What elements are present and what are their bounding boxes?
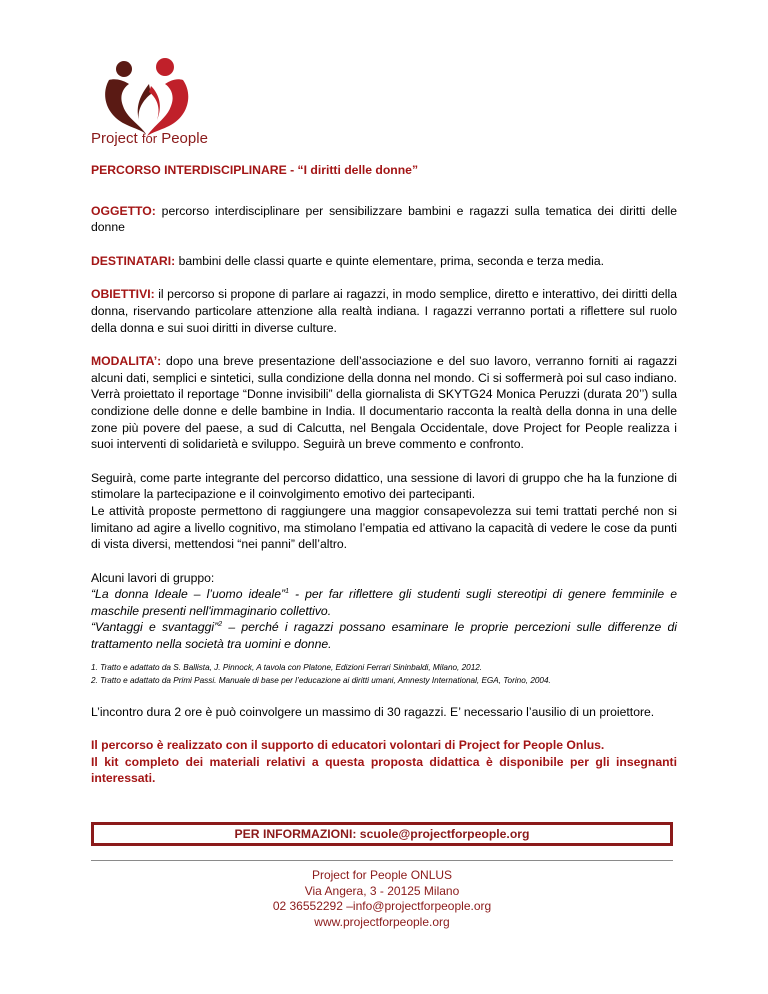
footer-org: Project for People ONLUS — [311, 868, 453, 882]
footnotes — [91, 661, 677, 687]
oggetto-paragraph: OGGETTO: percorso interdisciplinare per sensibilizzare bambini e ragazzi sulla tematica dei diritti delle donne — [91, 203, 677, 235]
modalita-paragraph: MODALITA’: dopo una breve presentazione dell’associazione e del suo lavoro, verranno forniti ai ragazzi alcuni dati, semplici e sintetici, sulla condizione della donna nel mondo. Ci si soffermerà poi sul caso indiano. Verrà proiettato il reportage “Donne invisibili” della giornalista di SKYTG24 Monica Peruzzi (durata 20’’) sulla condizione delle donne e delle bambine in India. Il documentario racconta la realtà della donna in una delle zone più povere del paese, a sud di Calcutta, nel Bengala Occidentale, dove Project for People realizza i suoi interventi di solidarietà e sviluppo. Seguirà un breve commento e confronto. — [91, 354, 677, 452]
document-title: PERCORSO INTERDISCIPLINARE - “I diritti delle donne” — [91, 163, 419, 177]
info-contact-box: PER INFORMAZIONI: scuole@projectforpeople.org — [91, 822, 673, 846]
meeting-duration-paragraph: L’incontro dura 2 ore è può coinvolgere un massimo di 30 ragazzi. E’ necessario l’ausilio di un proiettore. — [91, 704, 655, 719]
obiettivi-paragraph: OBIETTIVI: il percorso si propone di parlare ai ragazzi, in modo semplice, diretto e interattivo, dei diritti della donna, riservando particolare attenzione alla realtà indiana. I ragazzi verranno portati a riflettere sul ruolo della donna e sui suoi diritti in diverse culture. — [91, 287, 677, 335]
group-work-intro: Alcuni lavori di gruppo: — [91, 570, 215, 585]
group-work-paragraph: Seguirà, come parte integrante del percorso didattico, una sessione di lavori di gruppo che ha la funzione di stimolare la partecipazione e il coinvolgimento emotivo dei partecipanti. — [91, 470, 677, 502]
footnote-2: 2. Tratto e adattato da Primi Passi. Manuale di base per l’educazione ai diritti umani, Amnesty International, EGA, Torino, 2004. — [91, 675, 551, 685]
volunteers-note: Il percorso è realizzato con il supporto di educatori volontari di Project for People Onlus. — [91, 738, 605, 753]
logo-wordmark: Project for People — [91, 130, 208, 147]
document-body — [91, 162, 677, 787]
footer-contact: 02 36552292 –info@projectforpeople.org — [272, 899, 492, 913]
footer-divider — [91, 860, 673, 861]
footer — [91, 868, 673, 930]
group-work-item-1: “La donna Ideale – l’uomo ideale”$^1$ - per far riflettere gli studenti sugli stereotipi di genere femminile e maschile presenti nell'immaginario collettivo. — [91, 587, 677, 618]
destinatari-paragraph: DESTINATARI: bambini delle classi quarte e quinte elementare, prima, seconda e terza media. — [91, 253, 605, 268]
activities-paragraph: Le attività proposte permettono di raggiungere una maggior consapevolezza sui temi trattati perché non si limitano ad agire a livello cognitivo, ma stimolano l’empatia ed attivano la capacità di vedere le cose da punti di vista diversi, mettendosi “nei panni” dell’altro. — [91, 503, 677, 552]
footer-website: www.projectforpeople.org — [314, 914, 450, 929]
kit-availability-note: Il kit completo dei materiali relativi a questa proposta didattica è disponibile per gli insegnanti interessati. — [91, 754, 677, 786]
group-work-item-2: “Vantaggi e svantaggi”$^2$ – perché i ragazzi possano esaminare le proprie percezioni sulle differenze di trattamento nella società tra uomini e donne. — [91, 620, 678, 652]
footnote-1: 1. Tratto e adattato da S. Ballista, J. Pinnock, A tavola con Platone, Edizioni Ferrari Sininbaldi, Milano, 2012. — [91, 662, 483, 672]
footer-address: Via Angera, 3 - 20125 Milano — [304, 883, 460, 898]
